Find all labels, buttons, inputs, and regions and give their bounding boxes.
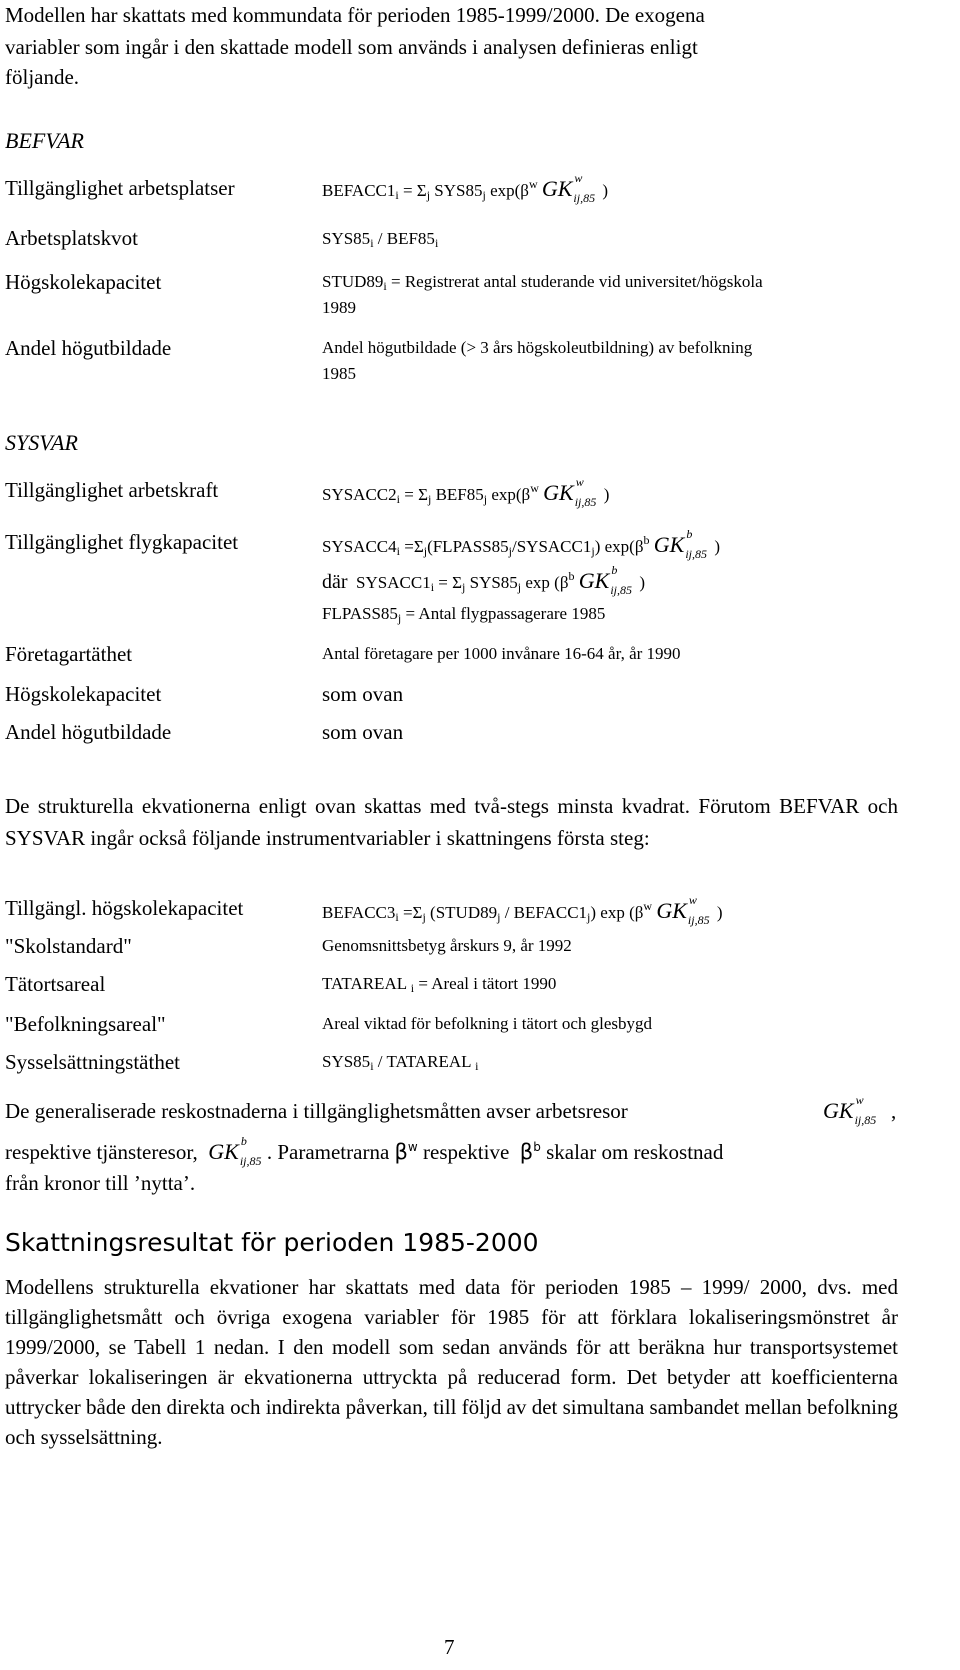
sysselsattningstathet-formula: $SYS85_i$ / TATAREAL $_i$ xyxy=(322,1052,479,1073)
para3-line-1: De generaliserade reskostnaderna i tillgänglighetsmåtten avser arbetsresor GK w ij,85 , xyxy=(5,1093,897,1127)
paragraph-results: Modellens strukturella ekvationer har skattats med data för perioden 1985 – 1999/ 2000, dvs. med tillgänglighetsmått och övriga exogena variabler för 1985 för att förklara lokaliseringsmönstret år 1999/2000, se Tabell 1 nedan. I den modell som sedan används för att beräkna hur transportsystemet påverkar lokaliseringen är ekvationerna uttryckta på reducerad form. Det betyder att koefficienterna uttrycker både den direkta och indirekta påverkan, till följd av det simultana sambandet mellan befolkning och sysselsättning. xyxy=(5,1275,898,1449)
skolstandard-definition: Genomsnittsbetyg årskurs 9, år 1992 xyxy=(322,936,572,955)
para3-line-2: respektive tjänsteresor, GK b ij,85 . Parametrarna $\beta^w$ respektive $\beta^b$ skalar om reskostnad xyxy=(5,1134,724,1168)
arbetsplatskvot-formula: $SYS85_i / BEF85_i$ xyxy=(322,229,439,250)
instr-label-sysselsattningstathet: Sysselsättningstäthet xyxy=(5,1050,180,1074)
befvar-label-hogskolekapacitet: Högskolekapacitet xyxy=(5,270,162,294)
instr-label-skolstandard: "Skolstandard" xyxy=(5,934,132,958)
befvar-label-tillg-arbetsplatser: Tillgänglighet arbetsplatser xyxy=(5,176,235,200)
tatareal-definition: TATAREAL $_i$ = Areal i tätort 1990 xyxy=(322,974,557,995)
page-number: 7 xyxy=(444,1635,455,1659)
befacc1-formula: $BEFACC1_i = \Sigma_j$ $SYS85_j$ $\exp(\beta^w$ GK w ij,85 ) xyxy=(322,171,609,205)
befvar-label-andel-hogutbildade: Andel högutbildade xyxy=(5,336,172,360)
sysvar-label-tillg-flygkapacitet: Tillgänglighet flygkapacitet xyxy=(5,530,239,554)
sysvar-label-hogskolekapacitet: Högskolekapacitet xyxy=(5,682,162,706)
sysacc2-formula: $SYSACC2_i = \Sigma_j$ $BEF85_j$ $\exp(\beta^w$ GK w ij,85 ) xyxy=(322,475,610,509)
befvar-label-arbetsplatskvot: Arbetsplatskvot xyxy=(5,226,138,250)
andel-hogutbildade-som-ovan: som ovan xyxy=(322,720,404,744)
intro-line-2: variabler som ingår i den skattade modell som används i analysen definieras enligt xyxy=(5,35,698,59)
andel-hogutbildade-definition-year: 1985 xyxy=(322,364,356,383)
section-heading: Skattningsresultat för perioden 1985-2000 xyxy=(5,1228,539,1257)
foretagartathet-definition: Antal företagare per 1000 invånare 16-64 år, år 1990 xyxy=(322,644,681,663)
sysacc4-formula: $SYSACC4_i$ $=\Sigma_j(FLPASS85_j/SYSACC1_j)$ $\exp(\beta^b$ GK b ij,85 ) xyxy=(322,527,720,561)
hogskolekapacitet-som-ovan: som ovan xyxy=(322,682,404,706)
sysvar-title: SYSVAR xyxy=(5,430,78,455)
befolkningsareal-definition: Areal viktad för befolkning i tätort och glesbygd xyxy=(322,1014,652,1033)
stud89-definition-year: 1989 xyxy=(322,298,356,317)
instr-label-tatortsareal: Tätortsareal xyxy=(5,972,106,996)
befvar-title: BEFVAR xyxy=(5,128,84,153)
sysvar-label-tillg-arbetskraft: Tillgänglighet arbetskraft xyxy=(5,478,219,502)
para3-line-3: från kronor till ’nytta’. xyxy=(5,1171,196,1195)
intro-line-1: Modellen har skattats med kommundata för perioden 1985-1999/2000. De exogena xyxy=(5,3,705,27)
sysvar-label-foretagartathet: Företagartäthet xyxy=(5,642,133,666)
instr-label-befolkningsareal: "Befolkningsareal" xyxy=(5,1012,166,1036)
stud89-definition: $STUD89_i$ = Registrerat antal studerande vid universitet/högskola xyxy=(322,272,763,293)
sysvar-label-andel-hogutbildade: Andel högutbildade xyxy=(5,720,172,744)
instr-label-tillgangl-hogskolekapacitet: Tillgängl. högskolekapacitet xyxy=(5,896,244,920)
befacc3-formula: $BEFACC3_i =\Sigma_j$ ($STUD89_j$ / $BEFACC1_j$) $\exp (\beta^w$ GK w ij,85 ) xyxy=(322,893,723,927)
paragraph-2sls: De strukturella ekvationerna enligt ovan skattas med två-stegs minsta kvadrat. Förutom BEFVAR och SYSVAR ingår också följande instrumentvariabler i skattningens första steg: xyxy=(5,794,898,850)
flpass-definition: $FLPASS85_j$ = Antal flygpassagerare 1985 xyxy=(322,604,606,625)
intro-line-3: följande. xyxy=(5,65,80,89)
sysacc1-where-formula: där $SYSACC1_i = \Sigma_j$ $SYS85_j$ $\exp (\beta^b$ GK b ij,85 ) xyxy=(322,563,645,597)
andel-hogutbildade-definition: Andel högutbildade (> 3 års högskoleutbildning) av befolkning xyxy=(322,338,753,357)
